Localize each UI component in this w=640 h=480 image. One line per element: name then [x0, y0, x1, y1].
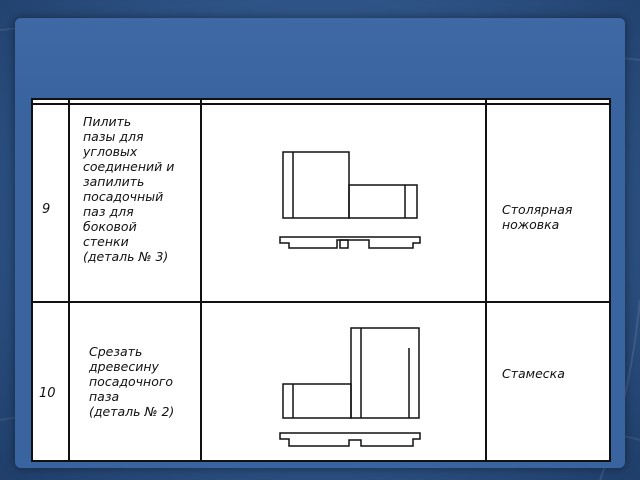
tool-text-10: Стамеска — [502, 366, 565, 381]
sketch-row-9 — [280, 152, 420, 248]
operation-text-10: Срезать древесину посадочного паза (деталь № 2) — [89, 344, 175, 419]
slide — [15, 18, 625, 468]
technology-card-sheet — [31, 98, 611, 462]
slide-title-area — [15, 18, 625, 98]
operation-text-9: Пилить пазы для угловых соединений и запилить посадочный паз для боковой стенки (деталь № 3) — [83, 114, 175, 264]
sketch-row-10 — [280, 328, 420, 446]
step-number-9: 9 — [42, 202, 51, 217]
tool-text-9: Столярная ножовка — [502, 202, 573, 232]
step-number-10: 10 — [39, 386, 56, 401]
